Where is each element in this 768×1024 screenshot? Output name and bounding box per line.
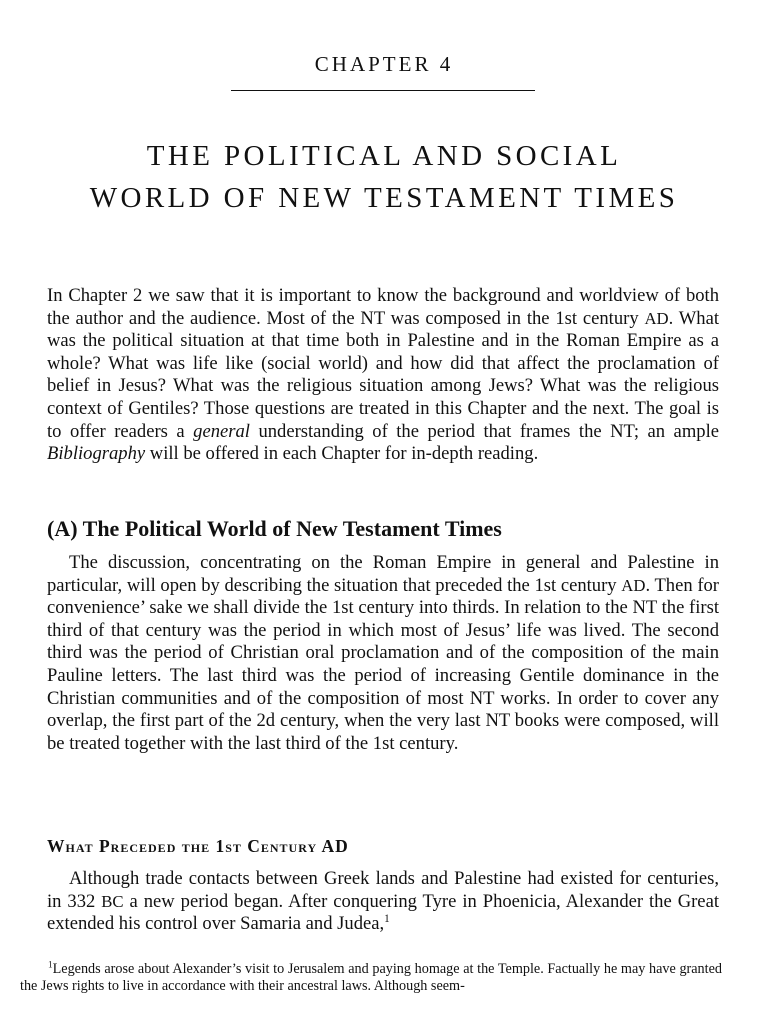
footnote-text: Legends arose about Alexander’s visit to Jerusalem and paying homage at the Temple. Factually he may have granted the Jews rights to live in accordance with their ancestral laws. Although seem- bbox=[20, 961, 722, 994]
era-abbrev-ad: AD bbox=[621, 575, 646, 595]
chapter-title-line-1: THE POLITICAL AND SOCIAL bbox=[146, 140, 622, 172]
chapter-divider-rule bbox=[231, 90, 535, 91]
intro-text-3: understanding of the period that frames the NT; an ample bbox=[249, 420, 719, 442]
subsection-heading: What Preceded the 1st Century AD bbox=[47, 836, 349, 856]
emphasis-general: general bbox=[193, 420, 250, 442]
intro-text-4: will be offered in each Chapter for in-depth reading. bbox=[145, 443, 539, 465]
footnote-reference: 1 bbox=[384, 913, 390, 925]
emphasis-bibliography: Bibliography bbox=[47, 443, 146, 465]
era-abbrev-ad: AD bbox=[644, 308, 669, 328]
subsection-text-2: a new period began. After conquering Tyre in Phoenicia, Alexander the Great extended his control over Samaria and Judea, bbox=[47, 890, 719, 935]
intro-text-1: In Chapter 2 we saw that it is important to know the background and worldview of both the author and the audience. Most of the NT was composed in the 1st century bbox=[47, 285, 719, 329]
footnote-mark: 1 bbox=[48, 959, 53, 970]
subsection-text-1: Although trade contacts between Greek lands and Palestine had existed for centuries, in 332 bbox=[47, 868, 719, 912]
chapter-title-line-2: WORLD OF NEW TESTAMENT TIMES bbox=[89, 182, 679, 214]
intro-text-2: . What was the political situation at that time both in Palestine and in the Roman Empire as a whole? What was life like (social world) and how did that affect the proclamation of belief in Jesus? What was the religious situation among Jews? What was the religious context of Gentiles? Those questions are treated in this Chapter and the next. The goal is to offer readers a bbox=[47, 307, 719, 442]
section-a-text-1: The discussion, concentrating on the Roman Empire in general and Palestine in particular, will open by describing the situation that preceded the 1st century bbox=[47, 552, 719, 596]
intro-paragraph bbox=[47, 285, 719, 466]
section-a-text-2: . Then for convenience’ sake we shall divide the 1st century into thirds. In relation to the NT the first third of that century was the period in which most of Jesus’ life was lived. The second third was the period of Christian oral proclamation and of the composition of the main Pauline letters. The last third was the period of increasing Gentile dominance in the Christian communities and of the composition of most NT works. In order to cover any overlap, the first part of the 2d century, when the very last NT books were composed, will be treated together with the last third of the 1st century. bbox=[47, 574, 720, 754]
section-heading-a: (A) The Political World of New Testament Times bbox=[47, 516, 502, 541]
chapter-label: CHAPTER 4 bbox=[314, 52, 454, 76]
era-abbrev-bc: BC bbox=[101, 891, 124, 911]
subsection-paragraph bbox=[47, 868, 719, 936]
section-a-paragraph bbox=[47, 552, 719, 755]
footnote bbox=[20, 961, 722, 995]
